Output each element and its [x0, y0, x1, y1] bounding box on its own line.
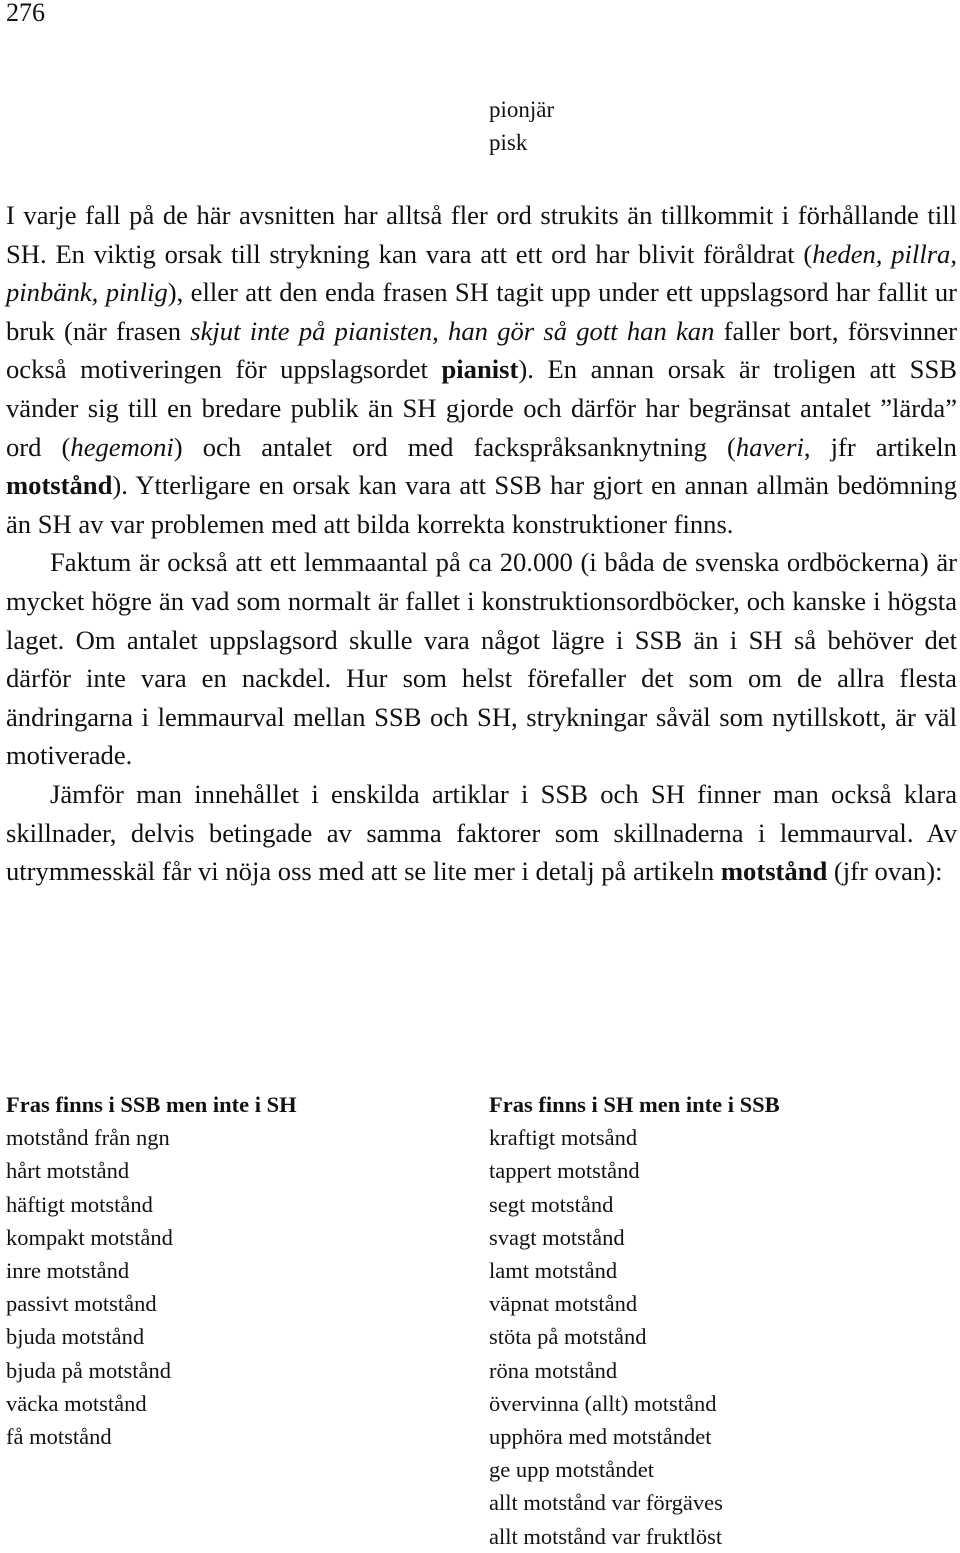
phrase-item: röna motstånd	[489, 1357, 618, 1383]
phrase-item: häftigt motstånd	[6, 1191, 153, 1217]
phrase-item: väcka motstånd	[6, 1390, 147, 1416]
phrase-item: få motstånd	[6, 1424, 112, 1450]
phrase-item: allt motstånd var förgäves	[489, 1490, 723, 1516]
text-run: I varje fall på de här avsnitten har alltså fler ord strukits än tillkommit i förhållande till SH. En viktig orsak till strykning kan vara att ett ord har blivit föråldrat (	[6, 200, 957, 269]
phrase-item: hårt motstånd	[6, 1158, 130, 1184]
phrase-list	[6, 1121, 446, 1453]
phrase-item: bjuda på motstånd	[6, 1357, 171, 1383]
phrase-item: tappert motstånd	[489, 1158, 640, 1184]
phrase-item: kompakt motstånd	[6, 1224, 173, 1250]
example-phrase: skjut inte på pianisten, han gör så gott han kan	[190, 315, 715, 346]
phrase-item: motstånd från ngn	[6, 1125, 170, 1151]
text-run: (jfr ovan):	[827, 856, 943, 887]
phrase-item: stöta på motstånd	[489, 1324, 647, 1350]
headword-reference: pianist	[441, 354, 519, 385]
column-sh-only	[489, 1088, 954, 1553]
paragraph-2: Faktum är också att ett lemmaantal på ca 20.000 (i båda de svenska ordböckerna) är mycket högre än vad som normalt är fallet i konstruktionsordböcker, och kanske i högsta laget. Om antalet uppslagsord skulle vara något lägre i SSB än i SH så behöver det därför inte vara en nackdel. Hur som helst förefaller det som om de allra flesta ändringarna i lemmaurval mellan SSB och SH, strykningar såväl som nytillskott, är väl motiverade.	[6, 547, 957, 771]
example-word: hegemoni	[70, 431, 174, 462]
phrase-item: bjuda motstånd	[6, 1324, 145, 1350]
phrase-item: svagt motstånd	[489, 1224, 625, 1250]
text-run: ). Ytterligare en orsak kan vara att SSB har gjort en annan allmän bedömning än SH av var problemen med att bilda korrekta konstruktioner finns.	[6, 470, 957, 539]
headword: pisk	[489, 130, 528, 155]
phrase-item: lamt motstånd	[489, 1258, 618, 1284]
phrase-list	[489, 1121, 954, 1553]
text-run: , jfr artikeln	[803, 431, 957, 462]
headword-reference: motstånd	[720, 856, 828, 887]
headword: pionjär	[489, 97, 555, 122]
paragraph-1	[6, 196, 957, 543]
phrase-item: inre motstånd	[6, 1258, 130, 1284]
column-heading: Fras finns i SSB men inte i SH	[6, 1092, 297, 1117]
body-text	[6, 196, 957, 891]
text-run: Jämför man innehållet i enskilda artiklar i SSB och SH finner man också klara skillnader, delvis betingade av samma faktorer som skillnaderna i lemmaurval. Av utrymmesskäl får vi nöja oss med att se lite mer i detalj på artikeln	[6, 778, 957, 887]
phrase-item: segt motstånd	[489, 1191, 614, 1217]
page-number: 276	[6, 0, 45, 27]
phrase-item: allt motstånd var fruktlöst	[489, 1523, 723, 1549]
phrase-item: upphöra med motståndet	[489, 1424, 712, 1450]
example-words: heden, pillra, pinbänk, pinlig	[6, 238, 957, 308]
text-run: faller bort, försvinner också motiveringen för uppslagsordet	[6, 315, 958, 385]
text-run: ) och antalet ord med fackspråksanknytning (	[173, 431, 736, 462]
phrase-item: övervinna (allt) motstånd	[489, 1390, 717, 1416]
paragraph-3	[6, 775, 957, 891]
phrase-item: väpnat motstånd	[489, 1291, 638, 1317]
phrase-item: passivt motstånd	[6, 1291, 157, 1317]
headword-list	[489, 93, 554, 159]
column-heading: Fras finns i SH men inte i SSB	[489, 1092, 780, 1117]
text-run: ), eller att den enda frasen SH tagit upp under ett uppslagsord har fallit ur bruk (när frasen	[6, 277, 958, 346]
text-run: ). En annan orsak är troligen att SSB vänder sig till en bredare publik än SH gjorde och därför har begränsat antalet ”lärda” ord (	[6, 354, 957, 462]
phrase-item: ge upp motståndet	[489, 1457, 654, 1483]
phrase-item: kraftigt motsånd	[489, 1125, 638, 1151]
example-word: haveri	[735, 431, 804, 462]
column-ssb-only	[6, 1088, 446, 1453]
headword-reference: motstånd	[6, 470, 113, 501]
